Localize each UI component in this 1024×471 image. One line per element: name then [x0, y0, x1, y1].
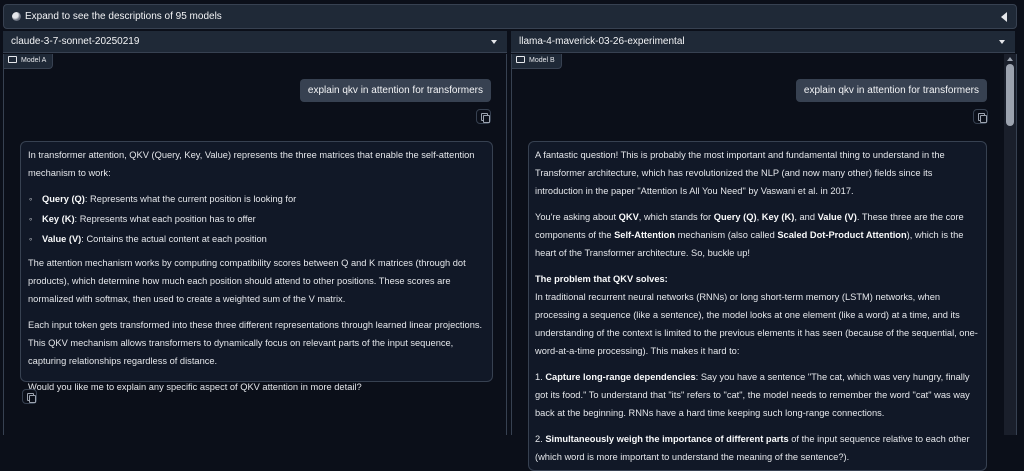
section-heading: The problem that QKV solves:	[535, 274, 668, 284]
model-descriptions-accordion[interactable]	[3, 4, 1017, 29]
bot-message	[20, 141, 493, 392]
bot-message	[528, 141, 987, 471]
user-message: explain qkv in attention for transformers	[796, 79, 987, 102]
list-item: ◦ Value (V): Contains the actual content at each position	[42, 230, 485, 248]
collapse-arrow-icon[interactable]	[1001, 12, 1007, 22]
response-paragraph: You're asking about QKV, which stands for Query (Q), Key (K), and Value (V). These three are the core components of the Self-Attention mechanism (also called Scaled Dot-Product Attention), which is the heart of the Transformer architecture. So, buckle up!	[535, 212, 964, 258]
copy-icon	[978, 113, 985, 121]
copy-button[interactable]	[22, 389, 37, 404]
scrollbar[interactable]	[1004, 54, 1016, 435]
model-a-dropdown[interactable]	[3, 31, 507, 53]
scroll-up-icon[interactable]	[1007, 57, 1013, 61]
response-paragraph: The attention mechanism works by computing compatibility scores between Q and K matrices (through dot products), which determine how much each position should attend to other positions. These scores are normalized with softmax, then used to create a weighted sum of the V matrix.	[28, 258, 466, 304]
model-a-chat[interactable]	[3, 54, 507, 435]
chevron-down-icon	[999, 40, 1005, 44]
globe-icon	[12, 12, 21, 21]
copy-icon	[27, 393, 34, 401]
list-item: 2. Simultaneously weigh the importance of different parts of the input sequence relative to each other (which word is more important to understand the meaning of the sentence?).	[535, 434, 970, 462]
model-a-tag	[4, 54, 53, 69]
chat-icon	[516, 56, 525, 63]
user-message: explain qkv in attention for transformers	[300, 79, 491, 102]
list-item: 1. Capture long-range dependencies: Say you have a sentence "The cat, which was very hungry, finally got its food." To understand that "its" refers to "cat", the model needs to remember the word "cat" was way back at the beginning. RNNs have a hard time keeping such long-range connections.	[535, 372, 970, 418]
response-intro: In transformer attention, QKV (Query, Key, Value) represents the three matrices that enable the self-attention mechanism to work:	[28, 150, 475, 178]
model-a-tag-label: Model A	[21, 57, 47, 64]
model-b-tag-label: Model B	[529, 57, 555, 64]
list-item: ◦ Key (K): Represents what each position has to offer	[42, 210, 485, 228]
chat-icon	[8, 56, 17, 63]
response-paragraph: The problem that QKV solves: In traditional recurrent neural networks (RNNs) or long short-term memory (LSTM) networks, when processing a sequence (like a sentence), the model looks at one element (like a word) at a time, and its understanding of the context is limited to the previous elements it has seen (because of the sequential, one-word-at-a-time processing). This makes it hard to:	[535, 270, 980, 360]
chevron-down-icon	[491, 40, 497, 44]
scroll-thumb[interactable]	[1006, 64, 1014, 126]
copy-icon	[481, 113, 488, 121]
model-b-dropdown[interactable]	[511, 31, 1015, 53]
model-b-selected: llama-4-maverick-03-26-experimental	[519, 36, 685, 47]
response-paragraph: A fantastic question! This is probably the most important and fundamental thing to understand in the Transformer architecture, which has revolutionized the NLP (and now many other) fields since its introduction in the paper "Attention Is All You Need" by Vaswani et al. in 2017.	[535, 150, 945, 196]
model-b-tag	[512, 54, 562, 69]
accordion-label: Expand to see the descriptions of 95 models	[25, 11, 222, 22]
list-item: ◦ Query (Q): Represents what the current position is looking for	[42, 190, 485, 208]
model-a-selected: claude-3-7-sonnet-20250219	[11, 36, 140, 47]
response-paragraph: Each input token gets transformed into these three different representations through learned linear projections. This QKV mechanism allows transformers to dynamically focus on relevant parts of the input sequence, capturing relationships regardless of distance.	[28, 320, 483, 366]
response-paragraph: Would you like me to explain any specific aspect of QKV attention in more detail?	[28, 382, 362, 392]
model-b-chat[interactable]	[511, 54, 1017, 462]
copy-button[interactable]	[476, 109, 491, 124]
response-list	[28, 190, 485, 248]
copy-button[interactable]	[973, 109, 988, 124]
